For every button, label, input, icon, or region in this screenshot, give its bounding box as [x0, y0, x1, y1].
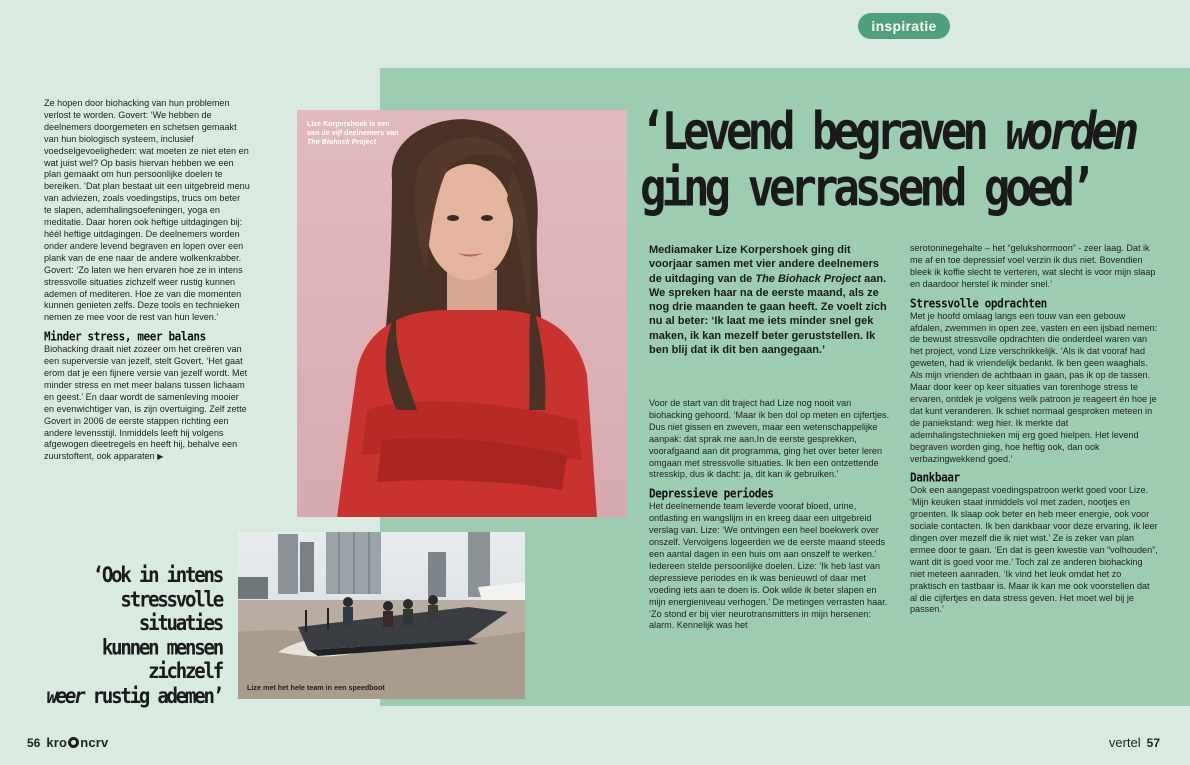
subheading-stressvolle-opdrachten: Stressvolle opdrachten [910, 295, 1047, 311]
paragraph: serotoninegehalte – het “gelukshormoon” - zeer laag. Dat ik me af en toe depressief voel verzin ik dus niet. Bovendien bleek ik koffie slecht te verteren, wat slecht is voor mijn slaap en daardoor herstel ik minder snel.’ [910, 243, 1156, 289]
logo-circle-icon [68, 737, 79, 748]
portrait-caption: Lize Korpershoek is een van de vijf deelnemers van The Biohack Project [307, 119, 399, 146]
subheading-depressieve-periodes: Depressieve periodes [649, 486, 774, 502]
footer-left [27, 735, 108, 750]
kroncrv-logo: kro ncrv [46, 735, 109, 750]
portrait-illustration [297, 110, 627, 517]
section-label-vertel: vertel [1108, 735, 1141, 750]
paragraph: Met je hoofd omlaag langs een touw van een gebouw afdalen, zwemmen in open zee, vasten en een ijsbad nemen: de bewust stressvolle opdrachten die onderdeel waren van het project, vond Lize verschrikkelijk. ‘Als ik dat vooraf had geweten, had ik vriendelijk bedankt. Ik ben geen waaghals. Als mijn vrienden de achtbaan in gaan, pas ik op de tassen. Maar door keer op keer situaties van torenhoge stress te ervaren, ontdek je volgens welk patroon je reageert én hoe je dat kunt veranderen. Ik schiet normaal gesproken meteen in de paniekstand: weg hier. Ik merkte dat ademhalingstechnieken mij erg goed hielpen. Het levend begraven worden ging, hoe heftig ook, dan ook verbazingwekkend goed.’ [910, 310, 1158, 464]
subheading-dankbaar: Dankbaar [910, 470, 960, 486]
pull-quote: ‘Ook in intens stressvolle situaties kunnen mensen zichzelf weer rustig ademen’ [46, 562, 222, 708]
speedboat-photo [238, 532, 525, 699]
speedboat-illustration [238, 532, 525, 699]
right-column [910, 243, 1158, 616]
section-tag: inspiratie [858, 13, 950, 39]
page-number-left: 56 [27, 735, 41, 750]
speedboat-caption: Lize met het hele team in een speedboot [247, 683, 385, 692]
headline: ‘Levend begraven worden ging verrassend goed’ [640, 101, 1135, 219]
paragraph: Biohacking draait niet zozeer om het creëren van een superversie van jezelf, stelt Govert. ‘Het gaat erom dat je een fijnere versie van jezelf wordt. Met minder stress en met meer balans tussen lichaam en geest.’ En daar wordt de samenleving mooier en evenwichtiger van, is zijn overtuiging. Zelf zette Govert in 2006 de eerste stappen richting een andere levensstijl. Inmiddels leeft hij volgens afgewogen dieetregels en heeft hij, behalve een zuurstoftent, ook apparaten ▶ [44, 344, 248, 462]
middle-column [649, 398, 894, 632]
paragraph: Ze hopen door biohacking van hun problemen verlost te worden. Govert: ‘We hebben de deelnemers doorgemeten en schetsen gemaakt van hun biologisch systeem, inclusief voedselgevoeligheden: wat moeten ze niet eten en wat juist wel? Op basis hiervan hebben we een plan gemaakt om hun persoonlijke doelen te bereiken. ‘Dat plan bestaat uit een uitgebreid menu van adviezen, zoals voedingstips, trucs om beter te slapen, ademhalingsoefeningen, yoga en meditatie. Daar horen ook heftige uitdagingen bij: héél heftige uitdagingen. De deelnemers worden onder andere levend begraven en lopen over een plank van de ene naar de andere wolkenkrabber. Govert: ‘Zo laten we hen ervaren hoe ze in intens stressvolle situaties zichzelf weer rustig kunnen ademen of mediteren. Hoe ze van die momenten kunnen genieten zelfs. Deze tools en technieken nemen ze mee voor de rest van hun leven.’ [44, 98, 250, 323]
continue-arrow-icon: ▶ [157, 452, 164, 462]
portrait-photo [297, 110, 627, 517]
paragraph: Het deelnemende team leverde vooraf bloed, urine, ontlasting en wangslijm in en kreeg daar een uitgebreid verslag van. Lize: ‘We ontvingen een heel boekwerk over onszelf. Vervolgens logeerden we de eerste maand steeds een aantal dagen in een huis om aan onszelf te werken.’ Iedereen stelde persoonlijke doelen. Lize: ‘Ik heb last van depressieve periodes en ik was benieuwd of daar met voeding iets aan te doen is. Ook wilde ik beter slapen en mijn energieniveau verhogen.’ De metingen verrasten haar. ‘Zo stond er bij vier neurotransmitters in mijn hersenen: alarm. Kennelijk was het [649, 501, 888, 631]
subheading-minder-stress: Minder stress, meer balans [44, 329, 206, 345]
paragraph: Ook een aangepast voedingspatroon werkt goed voor Lize. ‘Mijn keuken staat inmiddels vol met zaden, nootjes en groenten. Ik slaap ook beter en heb meer energie, ook voor sociale contacten. Ik ben dankbaar voor deze ervaring, ik leer dingen over mezelf die ik niet wist.’ Ze is zeker van plan ermee door te gaan. ‘En dat is geen kwestie van “volhouden”, want dit is goed voor me.’ Toch zal ze anderen biohacking niet meteen aanraden. ‘Ik vind het leuk omdat het zo praktisch en tastbaar is. Maar ik kan me ook voorstellen dat al die cijfertjes en data stress geven. Het moet wel bij je passen.’ [910, 485, 1158, 615]
paragraph: Voor de start van dit traject had Lize nog nooit van biohacking gehoord. ‘Maar ik ben dol op meten en cijfertjes. Dus niet gissen en zweven, maar een wetenschappelijke aanpak: dat sprak me aan.In de eerste gesprekken, voorafgaand aan dit programma, ging het over beter leren omgaan met stressvolle situaties. Ik ben een ontzettende stresskip, dus ik dacht: ja, dit kan ik gebruiken.’ [649, 398, 890, 480]
intro-paragraph: Mediamaker Lize Korpershoek ging dit voorjaar samen met vier andere deelnemers de uitdaging van de The Biohack Project aan. We spreken haar na de eerste maand, als ze nog drie maanden te gaan heeft. Ze voelt zich nu al beter: ‘Ik laat me iets minder snel gek maken, ik kan mezelf beter geruststellen. Ik ben blij dat ik dit ben aangegaan.’ [649, 244, 887, 357]
left-page-column [44, 98, 250, 463]
page-number-right: 57 [1146, 735, 1160, 750]
footer-right [1109, 735, 1160, 750]
